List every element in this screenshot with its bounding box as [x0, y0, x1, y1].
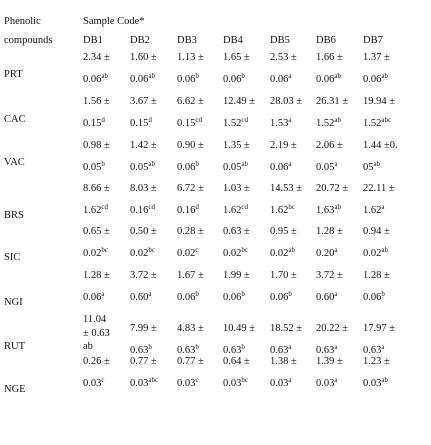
sd-value: 0.06: [177, 74, 196, 85]
cell-rut-db2-mean: 7.99 ±: [130, 323, 157, 334]
significance-letter: b: [148, 343, 152, 351]
column-header-db4: DB4: [223, 35, 243, 46]
cell-sic-db4-mean: 0.63 ±: [223, 226, 250, 237]
sd-value: 0.02: [177, 248, 196, 259]
significance-letter: a: [288, 343, 292, 351]
significance-letter: a: [334, 343, 338, 351]
significance-letter: abc: [148, 376, 159, 384]
sd-value: 0.05: [223, 162, 242, 173]
column-header-db7: DB7: [363, 35, 383, 46]
cell-cac-db6-sd: [316, 118, 341, 130]
significance-letter: bc: [241, 376, 248, 384]
sd-value: 0.06: [177, 162, 196, 173]
cell-sic-db1-mean: 0.65 ±: [83, 226, 110, 237]
cell-vac-db1-sd: [83, 162, 105, 174]
cell-sic-db3-mean: 0.28 ±: [177, 226, 204, 237]
cell-sic-db7-sd: [363, 248, 388, 260]
cell-ngi-db4-sd: [223, 292, 245, 304]
cell-sic-db6-mean: 1.28 ±: [316, 226, 343, 237]
sd-value: 1.52: [316, 118, 335, 129]
significance-letter: ab: [381, 246, 388, 254]
significance-letter: bc: [148, 246, 155, 254]
cell-rut-db5-mean: 18.52 ±: [270, 323, 303, 334]
cell-cac-db5-mean: 28.03 ±: [270, 96, 303, 107]
sd-value: 1.52: [363, 118, 382, 129]
cell-vac-db1-mean: 0.98 ±: [83, 140, 110, 151]
cell-nge-db2-mean: 0.77 ±: [130, 356, 157, 367]
row-label-vac: VAC: [4, 157, 25, 168]
sd-value: 0.03: [363, 378, 382, 389]
cell-rut-db6-mean: 20.22 ±: [316, 323, 349, 334]
cell-prt-db2-mean: 1.60 ±: [130, 52, 157, 63]
cell-vac-db7-sd: [363, 162, 380, 174]
cell-prt-db7-mean: 1.37 ±: [363, 52, 390, 63]
cell-brs-db6-mean: 20.72 ±: [316, 183, 349, 194]
cell-cac-db3-sd: [177, 118, 202, 130]
row-label-sic: SIC: [4, 252, 21, 263]
row-label-ngi: NGI: [4, 297, 23, 308]
cell-brs-db5-sd: [270, 205, 295, 217]
sd-value: 0.63: [223, 345, 242, 356]
sd-value: 0.06: [270, 162, 289, 173]
cell-brs-db6-sd: [316, 205, 341, 217]
cell-prt-db4-mean: 1.65 ±: [223, 52, 250, 63]
significance-letter: ab: [334, 72, 341, 80]
sd-value: 0.02: [223, 248, 242, 259]
sd-value: 05: [363, 162, 374, 173]
sd-value: 0.63: [363, 345, 382, 356]
cell-cac-db1-mean: 1.56 ±: [83, 96, 110, 107]
cell-cac-db7-mean: 19.94 ±: [363, 96, 396, 107]
cell-nge-db7-sd: [363, 378, 388, 390]
significance-letter: a: [334, 246, 338, 254]
sd-value: 0.06: [363, 292, 382, 303]
significance-letter: a: [148, 290, 152, 298]
cell-brs-db5-mean: 14.53 ±: [270, 183, 303, 194]
significance-letter: d: [148, 116, 152, 124]
significance-letter: a: [288, 72, 292, 80]
column-header-db3: DB3: [177, 35, 197, 46]
cell-cac-db6-mean: 26.31 ±: [316, 96, 349, 107]
cell-ngi-db2-sd: [130, 292, 151, 304]
row-label-prt: PRT: [4, 69, 23, 80]
significance-letter: abc: [381, 116, 392, 124]
significance-letter: b: [195, 72, 199, 80]
cell-prt-db3-mean: 1.13 ±: [177, 52, 204, 63]
cell-nge-db3-sd: [177, 378, 198, 390]
sd-value: 0.06: [130, 74, 149, 85]
significance-letter: a: [288, 376, 292, 384]
significance-letter: ab: [148, 160, 155, 168]
sd-value: 0.06: [177, 292, 196, 303]
cell-cac-db3-mean: 6.62 ±: [177, 96, 204, 107]
sd-value: 1.62: [83, 205, 102, 216]
cell-prt-db4-sd: [223, 74, 245, 86]
header-sample-code: Sample Code*: [83, 16, 145, 27]
cell-prt-db5-sd: [270, 74, 291, 86]
column-header-db1: DB1: [83, 35, 103, 46]
cell-nge-db1-sd: [83, 378, 104, 390]
sd-value: 1.62: [223, 205, 242, 216]
cell-vac-db7-mean: 1.44 ±0.: [363, 140, 398, 151]
sd-value: 0.02: [363, 248, 382, 259]
cell-vac-db3-sd: [177, 162, 199, 174]
cell-cac-db7-sd: [363, 118, 391, 130]
significance-letter: bc: [241, 246, 248, 254]
sd-value: 1.63: [316, 205, 335, 216]
cell-ngi-db7-sd: [363, 292, 385, 304]
sd-value: 0.63: [270, 345, 289, 356]
significance-letter: cd: [148, 203, 155, 211]
cell-nge-db5-sd: [270, 378, 291, 390]
significance-letter: b: [241, 290, 245, 298]
cell-ngi-db5-sd: [270, 292, 292, 304]
significance-letter: a: [101, 290, 105, 298]
significance-letter: a: [334, 290, 338, 298]
cell-vac-db2-sd: [130, 162, 155, 174]
significance-letter: b: [241, 72, 245, 80]
cell-vac-db5-sd: [270, 162, 291, 174]
sd-value: 0.63: [177, 345, 196, 356]
significance-letter: b: [288, 290, 292, 298]
cell-cac-db5-sd: [270, 118, 291, 130]
cell-vac-db2-mean: 1.42 ±: [130, 140, 157, 151]
cell-nge-db6-mean: 1.39 ±: [316, 356, 343, 367]
sd-value: 0.15: [130, 118, 149, 129]
cell-rut-db4-mean: 10.49 ±: [223, 323, 256, 334]
significance-letter: d: [101, 116, 105, 124]
cell-prt-db2-sd: [130, 74, 155, 86]
sd-value: 0.06: [83, 292, 102, 303]
cell-ngi-db3-mean: 1.67 ±: [177, 270, 204, 281]
header-compounds: compounds: [4, 35, 53, 46]
cell-brs-db4-sd: [223, 205, 248, 217]
significance-letter: c: [195, 376, 199, 384]
cell-brs-db3-sd: [177, 205, 199, 217]
cell-nge-db7-mean: 1.23 ±: [363, 356, 390, 367]
significance-letter: ab: [334, 203, 341, 211]
sd-value: 0.63: [130, 345, 149, 356]
cell-brs-db1-mean: 8.66 ±: [83, 183, 110, 194]
cell-sic-db5-sd: [270, 248, 295, 260]
significance-letter: cd: [241, 116, 248, 124]
significance-letter: b: [101, 160, 105, 168]
significance-letter: ab: [334, 116, 341, 124]
significance-letter: c: [101, 376, 105, 384]
significance-letter: b: [195, 343, 199, 351]
cell-ngi-db7-mean: 1.28 ±: [363, 270, 390, 281]
sd-value: 0.05: [83, 162, 102, 173]
significance-letter: ab: [373, 160, 381, 168]
cell-cac-db1-sd: [83, 118, 105, 130]
sd-value: 0.60: [130, 292, 149, 303]
column-header-db2: DB2: [130, 35, 150, 46]
cell-nge-db2-sd: [130, 378, 158, 390]
cell-brs-db4-mean: 1.03 ±: [223, 183, 250, 194]
cell-ngi-db2-mean: 3.72 ±: [130, 270, 157, 281]
sd-value: 1.53: [270, 118, 289, 129]
cell-sic-db6-sd: [316, 248, 337, 260]
cell-cac-db4-mean: 12.49 ±: [223, 96, 256, 107]
cell-prt-db1-mean: 2.34 ±: [83, 52, 110, 63]
significance-letter: d: [195, 203, 199, 211]
significance-letter: a: [381, 343, 385, 351]
sd-value: 1.52: [223, 118, 242, 129]
sd-value: 0.05: [316, 162, 335, 173]
sd-value: 0.03: [130, 378, 149, 389]
significance-letter: ab: [241, 160, 248, 168]
cell-cac-db2-mean: 3.67 ±: [130, 96, 157, 107]
sd-value: 0.06: [223, 292, 242, 303]
cell-nge-db5-mean: 1.38 ±: [270, 356, 297, 367]
cell-ngi-db5-mean: 1.70 ±: [270, 270, 297, 281]
sd-value: 0.06: [363, 74, 382, 85]
cell-prt-db5-mean: 2.53 ±: [270, 52, 297, 63]
row-label-rut: RUT: [4, 341, 25, 352]
cell-prt-db6-mean: 1.66 ±: [316, 52, 343, 63]
sd-value: 0.03: [270, 378, 289, 389]
sd-value: 0.06: [270, 74, 289, 85]
cell-rut-db1-line-1: 11.04: [83, 314, 107, 325]
sd-value: 0.60: [316, 292, 335, 303]
cell-cac-db4-sd: [223, 118, 248, 130]
significance-letter: ab: [381, 376, 388, 384]
cell-nge-db6-sd: [316, 378, 337, 390]
sd-value: 0.03: [316, 378, 335, 389]
sd-value: 0.15: [83, 118, 102, 129]
sd-value: 1.62: [270, 205, 289, 216]
significance-letter: a: [381, 203, 385, 211]
cell-prt-db6-sd: [316, 74, 341, 86]
column-header-db6: DB6: [316, 35, 336, 46]
column-header-db5: DB5: [270, 35, 290, 46]
header-phenolic: Phenolic: [4, 16, 41, 27]
cell-sic-db2-sd: [130, 248, 155, 260]
cell-rut-db1-line-2: ± 0.63: [83, 328, 110, 339]
significance-letter: a: [288, 160, 292, 168]
significance-letter: a: [334, 160, 338, 168]
cell-ngi-db6-mean: 3.72 ±: [316, 270, 343, 281]
significance-letter: c: [195, 246, 199, 254]
significance-letter: cd: [241, 203, 248, 211]
cell-brs-db2-mean: 8.03 ±: [130, 183, 157, 194]
cell-ngi-db1-sd: [83, 292, 104, 304]
cell-nge-db4-sd: [223, 378, 248, 390]
cell-vac-db6-sd: [316, 162, 337, 174]
significance-letter: b: [195, 160, 199, 168]
sd-value: 1.62: [363, 205, 382, 216]
cell-sic-db5-mean: 0.95 ±: [270, 226, 297, 237]
significance-letter: ab: [148, 72, 155, 80]
row-label-nge: NGE: [4, 384, 26, 395]
cell-nge-db1-mean: 0.26 ±: [83, 356, 110, 367]
sd-value: 0.06: [270, 292, 289, 303]
sd-value: 0.03: [223, 378, 242, 389]
cell-vac-db4-sd: [223, 162, 248, 174]
cell-prt-db7-sd: [363, 74, 388, 86]
sd-value: 0.06: [83, 74, 102, 85]
cell-sic-db7-mean: 0.94 ±: [363, 226, 390, 237]
cell-vac-db4-mean: 1.35 ±: [223, 140, 250, 151]
significance-letter: ab: [288, 246, 295, 254]
significance-letter: a: [288, 116, 292, 124]
sd-value: 0.03: [177, 378, 196, 389]
cell-rut-db3-mean: 4.83 ±: [177, 323, 204, 334]
sd-value: 0.02: [130, 248, 149, 259]
sd-value: 0.20: [316, 248, 335, 259]
significance-letter: a: [334, 376, 338, 384]
sd-value: 0.02: [83, 248, 102, 259]
cell-prt-db3-sd: [177, 74, 199, 86]
cell-sic-db2-mean: 0.50 ±: [130, 226, 157, 237]
cell-cac-db2-sd: [130, 118, 152, 130]
sd-value: 0.15: [177, 118, 196, 129]
cell-brs-db7-mean: 22.11 ±: [363, 183, 395, 194]
row-label-brs: BRS: [4, 210, 24, 221]
cell-ngi-db3-sd: [177, 292, 199, 304]
significance-letter: b: [195, 290, 199, 298]
sd-value: 0.06: [223, 74, 242, 85]
cell-brs-db1-sd: [83, 205, 108, 217]
cell-ngi-db1-mean: 1.28 ±: [83, 270, 110, 281]
significance-letter: ab: [381, 72, 388, 80]
significance-letter: cd: [101, 203, 108, 211]
significance-letter: b: [381, 290, 385, 298]
sd-value: 0.06: [316, 74, 335, 85]
significance-letter: b: [241, 343, 245, 351]
cell-brs-db2-sd: [130, 205, 155, 217]
cell-ngi-db4-mean: 1.99 ±: [223, 270, 250, 281]
significance-letter: bc: [288, 203, 295, 211]
cell-brs-db3-mean: 6.72 ±: [177, 183, 204, 194]
row-label-cac: CAC: [4, 114, 26, 125]
cell-nge-db4-mean: 0.64 ±: [223, 356, 250, 367]
cell-brs-db7-sd: [363, 205, 384, 217]
significance-letter: bc: [101, 246, 108, 254]
sd-value: 0.05: [130, 162, 149, 173]
cell-ngi-db6-sd: [316, 292, 337, 304]
significance-letter: ab: [101, 72, 108, 80]
cell-sic-db3-sd: [177, 248, 198, 260]
cell-nge-db3-mean: 0.77 ±: [177, 356, 204, 367]
cell-rut-db7-mean: 17.97 ±: [363, 323, 396, 334]
sd-value: 0.16: [130, 205, 149, 216]
sd-value: 0.02: [270, 248, 289, 259]
cell-vac-db5-mean: 2.19 ±: [270, 140, 297, 151]
sd-value: 0.03: [83, 378, 102, 389]
significance-letter: cd: [195, 116, 202, 124]
cell-vac-db6-mean: 2.06 ±: [316, 140, 343, 151]
cell-rut-db1-line-3: ab: [83, 341, 93, 352]
cell-sic-db4-sd: [223, 248, 248, 260]
sd-value: 0.16: [177, 205, 196, 216]
cell-prt-db1-sd: [83, 74, 108, 86]
cell-sic-db1-sd: [83, 248, 108, 260]
cell-vac-db3-mean: 0.90 ±: [177, 140, 204, 151]
sd-value: 0.63: [316, 345, 335, 356]
